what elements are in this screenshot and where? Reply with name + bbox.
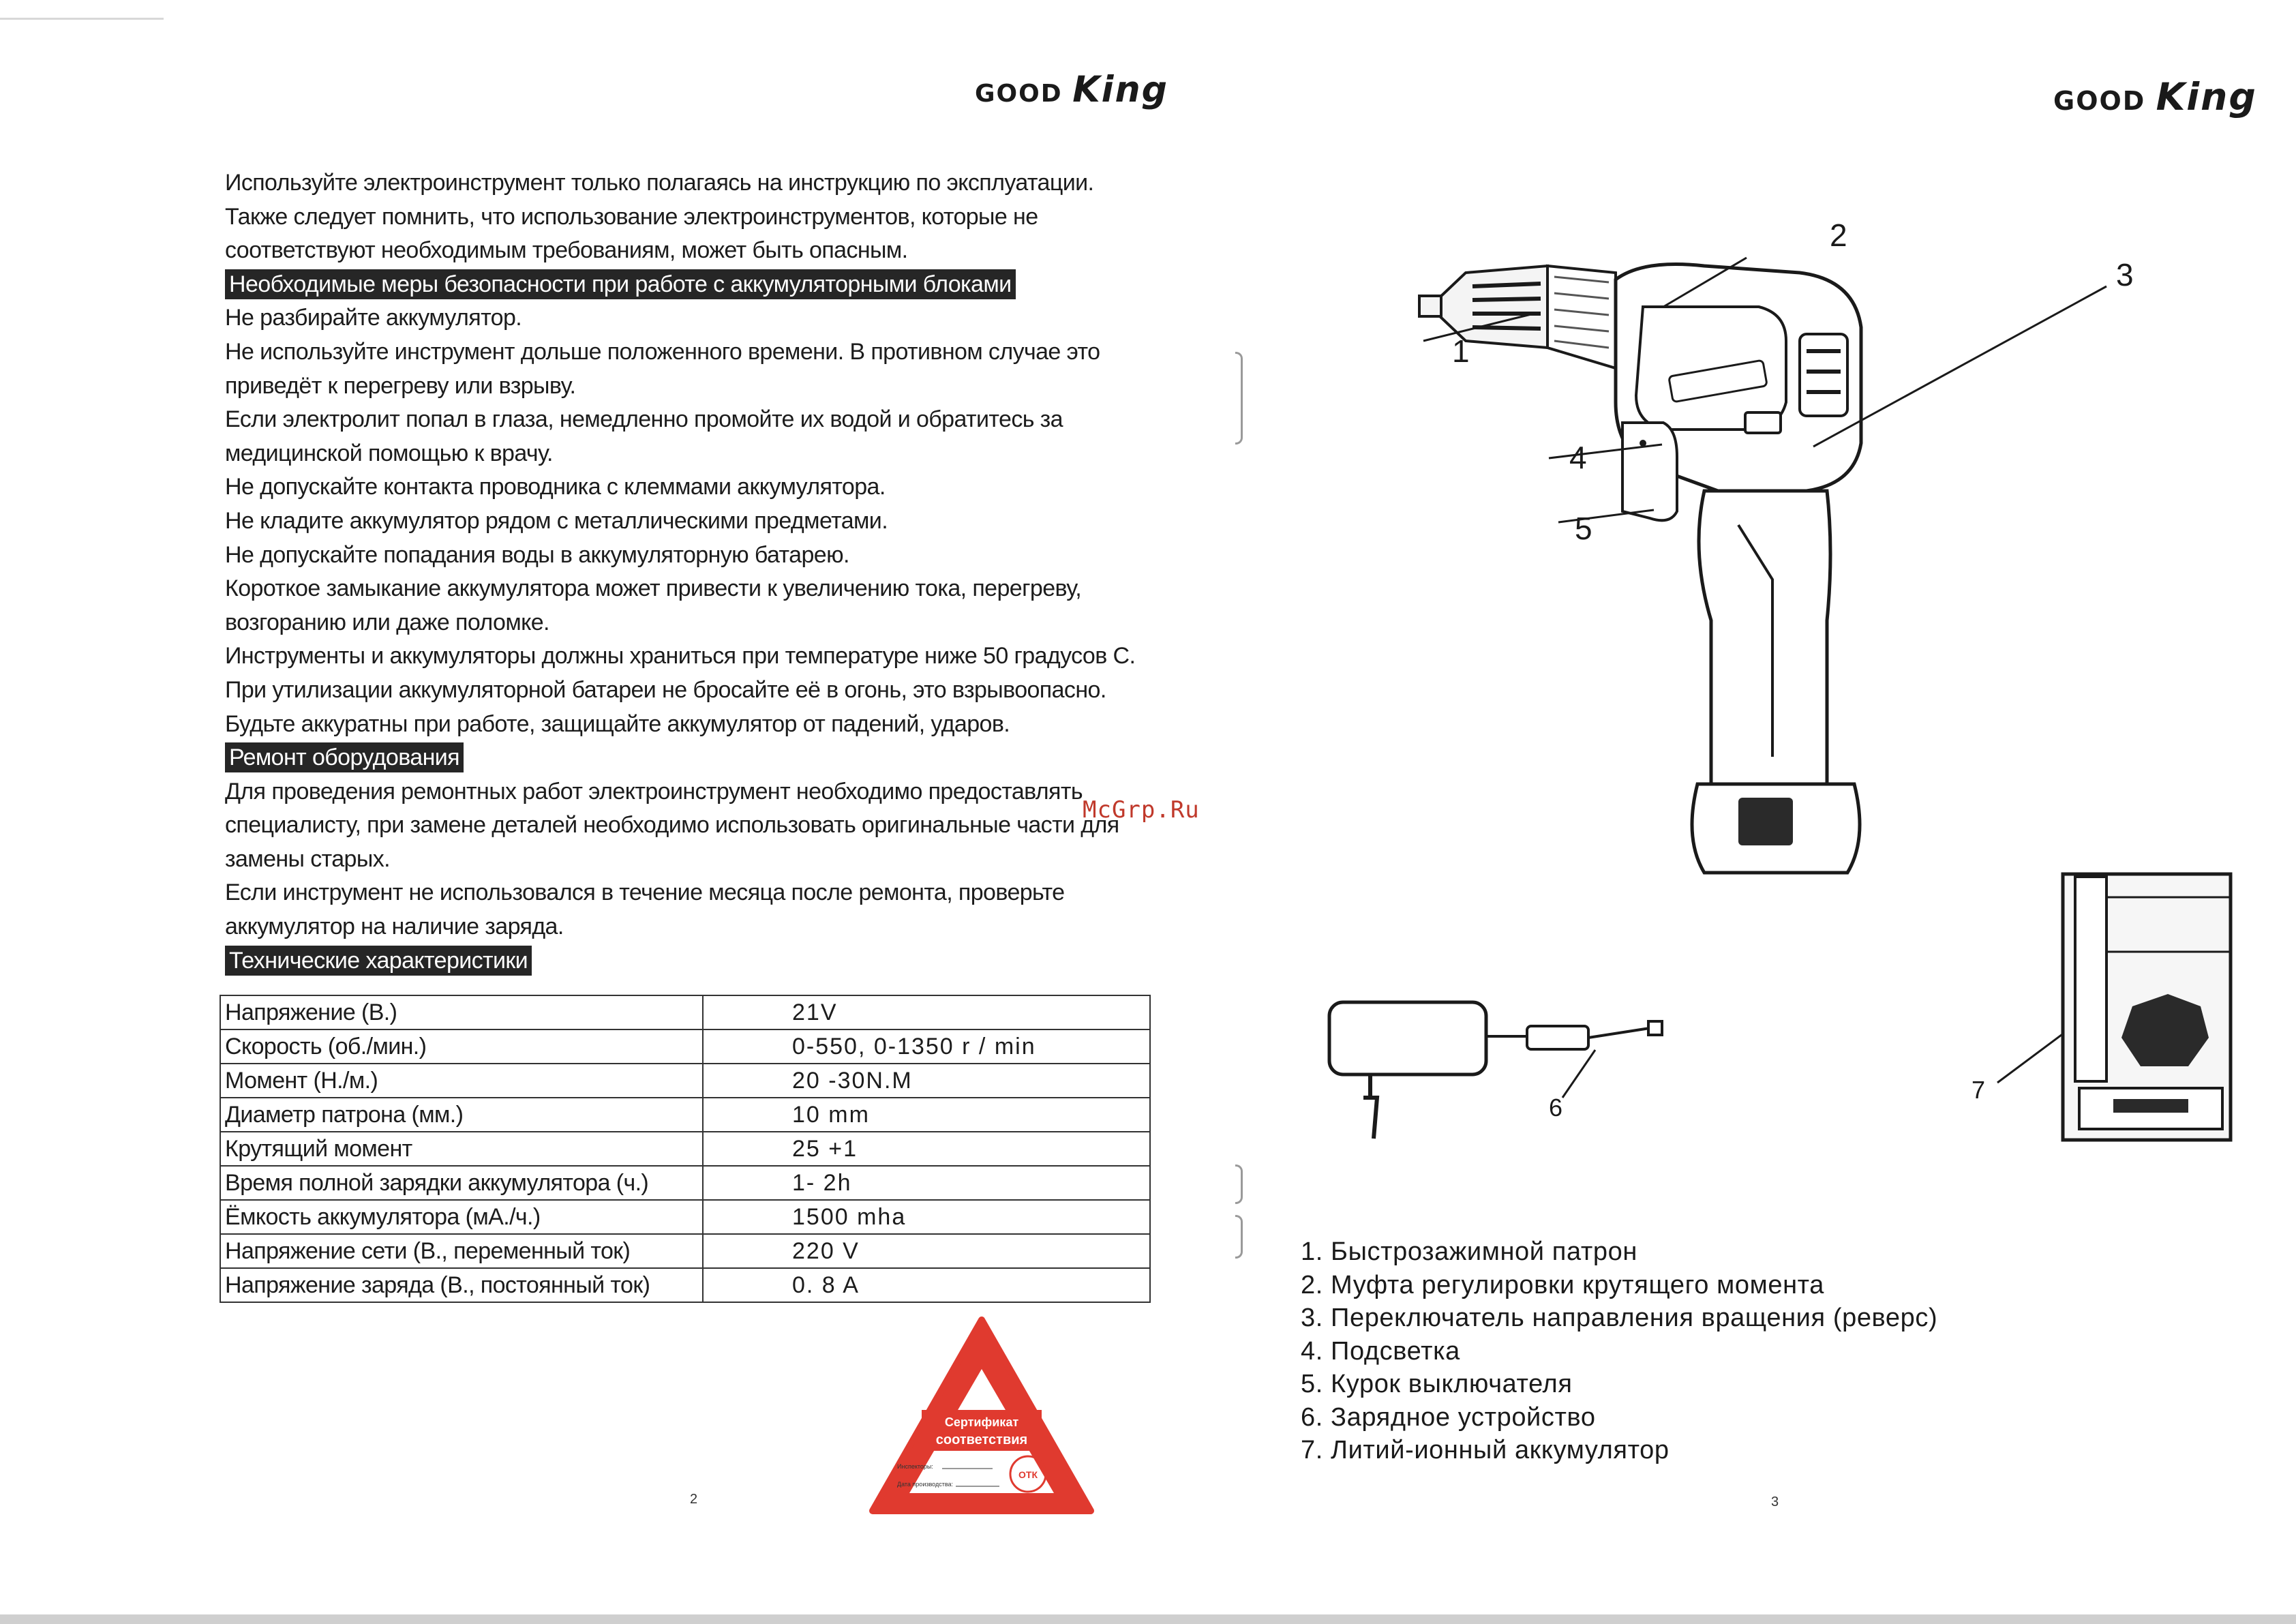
safety-text <box>225 166 1207 978</box>
certificate-field1: Инспекторы: <box>897 1463 933 1470</box>
callout-2: 2 <box>1830 217 1847 253</box>
spec-label: Ёмкость аккумулятора (мА./ч.) <box>220 1200 703 1234</box>
leader-line-4 <box>1549 445 1662 458</box>
repair-line: Для проведения ремонтных работ электроинструмент необходимо предоставлять <box>225 778 1083 805</box>
leader-line-2 <box>1663 258 1747 307</box>
leader-line-5 <box>1558 510 1654 522</box>
page-number-left: 2 <box>690 1492 698 1507</box>
spec-value: 0-550, 0-1350 r / min <box>703 1029 1150 1064</box>
callout-4: 4 <box>1569 440 1587 475</box>
spec-value: 21V <box>703 995 1150 1029</box>
list-item: 3. Переключатель направления вращения (реверс) <box>1301 1304 1938 1332</box>
certificate-line2: соответствия <box>935 1432 1028 1447</box>
battery-line: Будьте аккуратны при работе, защищайте аккумулятор от падений, ударов. <box>225 710 1010 737</box>
page-number-right: 3 <box>1771 1494 1779 1509</box>
callout-7: 7 <box>1972 1076 1986 1104</box>
battery-line: медицинской помощью к врачу. <box>225 440 553 466</box>
battery-line: Не допускайте попадания воды в аккумуляторную батарею. <box>225 541 849 568</box>
battery-line: возгоранию или даже поломке. <box>225 609 549 635</box>
spec-label: Напряжение сети (В., переменный ток) <box>220 1234 703 1268</box>
battery-line: Если электролит попал в глаза, немедленно промойте их водой и обратитесь за <box>225 406 1063 433</box>
right-page <box>1254 0 2296 1624</box>
table-row <box>220 1029 1150 1064</box>
table-row <box>220 1200 1150 1234</box>
binding-mark <box>1235 352 1243 445</box>
dc-connector <box>1648 1021 1662 1035</box>
spec-value: 25 +1 <box>703 1132 1150 1166</box>
list-item: 6. Зарядное устройство <box>1301 1402 1596 1432</box>
binding-mark <box>1235 1164 1243 1204</box>
repair-line: Если инструмент не использовался в течение месяца после ремонта, проверьте <box>225 879 1065 906</box>
binding-mark <box>1235 1215 1243 1259</box>
table-row <box>220 1132 1150 1166</box>
spec-label: Время полной зарядки аккумулятора (ч.) <box>220 1166 703 1200</box>
battery-rail <box>2075 877 2106 1081</box>
certificate-field2: Дата производства: <box>897 1481 954 1488</box>
battery-line: Инструменты и аккумуляторы должны храниться при температуре ниже 50 градусов С. <box>225 643 1136 670</box>
battery-illustration <box>2059 870 2236 1143</box>
intro-line: Используйте электроинструмент только полагаясь на инструкцию по эксплуатации. <box>225 170 1094 196</box>
spec-value: 20 -30N.M <box>703 1064 1150 1098</box>
leader-line-1 <box>1423 314 1534 341</box>
spec-label: Крутящий момент <box>220 1132 703 1166</box>
table-row <box>220 1234 1150 1268</box>
table-row <box>220 1064 1150 1098</box>
leader-line-3 <box>1813 286 2106 447</box>
callout-1: 1 <box>1452 333 1470 369</box>
spec-label: Скорость (об./мин.) <box>220 1029 703 1064</box>
repair-line: замены старых. <box>225 845 390 872</box>
table-row <box>220 1098 1150 1132</box>
spec-label: Напряжение (В.) <box>220 995 703 1029</box>
repair-heading: Ремонт оборудования <box>225 742 464 772</box>
battery-line: Не используйте инструмент дольше положенного времени. В противном случае это <box>225 338 1100 365</box>
battery-safety-heading: Необходимые меры безопасности при работе с аккумуляторными блоками <box>225 269 1016 299</box>
charger-illustration <box>1323 989 1663 1159</box>
spec-label: Напряжение заряда (В., постоянный ток) <box>220 1268 703 1302</box>
parts-list <box>1301 1235 1937 1467</box>
battery-line: При утилизации аккумуляторной батареи не бросайте её в огонь, это взрывоопасно. <box>225 676 1106 703</box>
table-row <box>220 1166 1150 1200</box>
battery-line: Короткое замыкание аккумулятора может привести к увеличению тока, перегреву, <box>225 575 1082 602</box>
intro-line: Также следует помнить, что использование электроинструментов, которые не <box>225 203 1038 230</box>
callout-5: 5 <box>1575 511 1592 546</box>
list-item: 4. Подсветка <box>1301 1336 1460 1366</box>
battery-label <box>2113 1099 2188 1113</box>
logo-suffix: King <box>1072 70 1169 110</box>
repair-line: специалисту, при замене деталей необходимо использовать оригинальные части для <box>225 812 1119 839</box>
list-item: 2. Муфта регулировки крутящего момента <box>1301 1270 1824 1299</box>
table-row <box>220 1268 1150 1302</box>
list-item: 7. Литий-ионный аккумулятор <box>1301 1436 1670 1464</box>
logo-prefix: GOOD <box>975 80 1063 108</box>
spec-label: Диаметр патрона (мм.) <box>220 1098 703 1132</box>
charger-cable <box>1588 1028 1650 1038</box>
specs-heading: Технические характеристики <box>225 946 532 976</box>
intro-line: соответствуют необходимым требованиям, может быть опасным. <box>225 237 908 264</box>
list-item: 5. Курок выключателя <box>1301 1370 1573 1398</box>
spec-value: 1500 mha <box>703 1200 1150 1234</box>
spec-value: 0. 8 A <box>703 1268 1150 1302</box>
certificate-line1: Сертификат <box>944 1415 1019 1429</box>
logo-suffix: King <box>2156 75 2257 119</box>
specs-table <box>220 995 1151 1303</box>
certificate-badge <box>866 1314 1098 1519</box>
brand-logo-left <box>975 70 1168 110</box>
battery-line: Не кладите аккумулятор рядом с металлическими предметами. <box>225 507 888 534</box>
watermark: McGrp.Ru <box>1083 796 1200 824</box>
battery-line: Не допускайте контакта проводника с клеммами аккумулятора. <box>225 474 886 500</box>
logo-prefix: GOOD <box>2053 86 2146 116</box>
callout-6: 6 <box>1549 1094 1563 1122</box>
table-row <box>220 995 1150 1029</box>
cable-ferrite <box>1527 1026 1588 1049</box>
certificate-stamp-text: ОТК <box>1018 1469 1038 1480</box>
spec-value: 1- 2h <box>703 1166 1150 1200</box>
spec-value: 10 mm <box>703 1098 1150 1132</box>
spec-value: 220 V <box>703 1234 1150 1268</box>
repair-line: аккумулятор на наличие заряда. <box>225 914 564 940</box>
charger-body <box>1329 1002 1486 1074</box>
charger-plug <box>1363 1074 1377 1139</box>
battery-line: приведёт к перегреву или взрыву. <box>225 372 576 399</box>
battery-line: Не разбирайте аккумулятор. <box>225 305 522 331</box>
callout-3: 3 <box>2116 257 2134 292</box>
spec-label: Момент (Н./м.) <box>220 1064 703 1098</box>
list-item: 1. Быстрозажимной патрон <box>1301 1237 1637 1266</box>
